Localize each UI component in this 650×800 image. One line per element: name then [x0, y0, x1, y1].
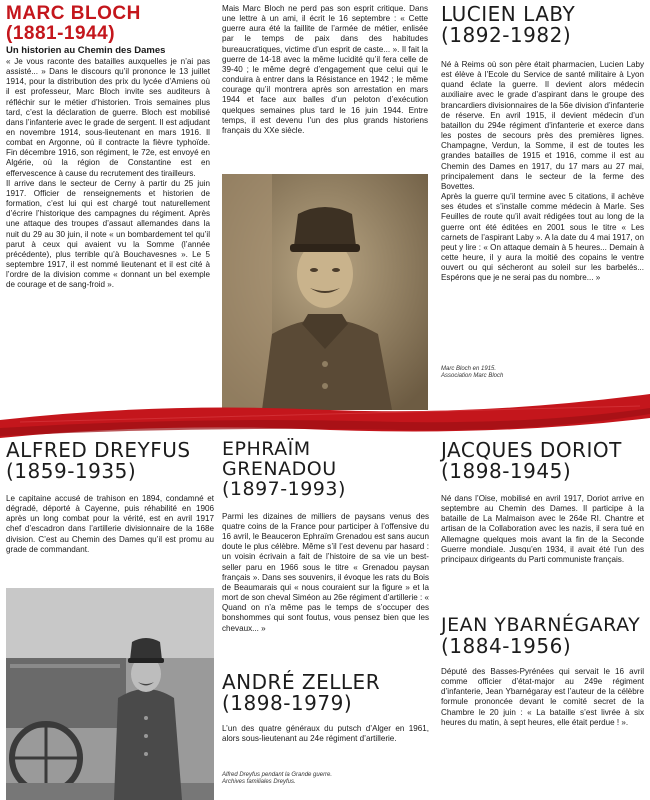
grenadou-text: Parmi les dizaines de milliers de paysans venus des quatre coins de la France pour participer à l’offensive du 16 avril, le Beauceron Ephraïm Grenadou est sans aucun doute le plus célèbre. Même s’il l’est devenu par hasard : un voisin écrivain a fait de l’histoire de sa vie un best-seller paru en 1966 sous le titre « Grenadou paysan français ». Dans ses souvenirs, il évoque les rats du Bois de Beaumarais qui « nous couraient sur la figure » et la mort de son cheval Siméon au 26e régiment d’artillerie : « Quand on n’a même pas le temps de s’occuper des bonshommes qui sont foutus, vous pensez bien que les chevaux... »	[222, 511, 429, 633]
dreyfus-name: ALFRED DREYFUS	[6, 438, 191, 462]
grenadou-dates: (1897-1993)	[222, 477, 346, 500]
laby-text: Né à Reims où son père était pharmacien, Lucien Laby est élève à l’Ecole du Service de santé militaire à Lyon quand éclate la guerre. Il devient alors médecin auxiliaire avec le grade d’aspirant dans le groupe des brancardiers divisionnaires de la 56e division d’infanterie de réserve. En avril 1915, il devient médecin d’un bataillon du 294e régiment d’infanterie et exerce dans les postes de secours près des premières lignes. Champagne, Verdun, la Somme, il est de toutes les grandes batailles de 1915 et 1916, comme il est au Chemin des Dames en 1917, du 17 mars au 27 mai, principalement dans le secteur de la ferme des Bovettes. Après la guerre qu’il termine avec 5 citations, il achève ses études et s’installe comme médecin à Marle. Ses Feuilles de route qu’il avait rédigées tout au long de la guerre ont été éditées en 2001 sous le titre « Les carnets de l’aspirant Laby ». A la date du 4 mai 1917, on peut y lire : « On attaque demain à 5 heures... Demain à cette heure, il y aura la moitié des copains le ventre ouvert ou qui sécheront au soleil sur les barbelés... Espérons que je ne serai pas du nombre... »	[441, 60, 644, 283]
ybarnegaray-dates: (1884-1956)	[441, 633, 572, 658]
doriot-section	[441, 440, 644, 565]
dreyfus-caption: Alfred Dreyfus pendant la Grande guerre. Archives familiales Dreyfus.	[222, 772, 333, 785]
laby-section	[441, 4, 644, 283]
zeller-section	[222, 672, 429, 744]
laby-name: LUCIEN LABY	[441, 2, 576, 26]
doriot-dates: (1898-1945)	[441, 459, 572, 483]
doriot-text: Né dans l’Oise, mobilisé en avril 1917, Doriot arrive en septembre au Chemin des Dames. Il participe à la bataille de La Malmaison avec le 264e RI. Chantre et artisan de la Collaboration avec les nazis, il sera tué en Allemagne quelques mois avant la fin de la Seconde Guerre mondiale. Jusqu’en 1934, il avait été l’un des principaux dirigeants du Parti communiste français.	[441, 494, 644, 564]
ybarnegaray-section	[441, 616, 644, 728]
ybarnegaray-text: Député des Basses-Pyrénées qui servait le 16 avril comme officier d’état-major au 249e régiment d’infanterie, Jean Ybarnégaray est l’auteur de la célèbre formule prononcée devant le comité secret de la Chambre le 20 juin : « La bataille s’est livrée à six heures du matin, à sept heures, elle était perdue ! ».	[441, 666, 644, 727]
bloch-section	[6, 4, 210, 290]
doriot-name: JACQUES DORIOT	[441, 438, 622, 462]
bloch-text-continued: Mais Marc Bloch ne perd pas son esprit critique. Dans une lettre à un ami, il écrit le 16 septembre : « Cette guerre aura été la faillite de l’armée de métier, enlisée par le temps de paix dans des habitudes bureaucratiques, victime d’un esprit de caste... ». Il fait la guerre de 14-18 avec la même lucidité qu’il fera celle de 39-40 ; le même degré d’engagement que celui qui le conduira à entrer dans la Résistance en 1942 ; le même courage qu’il montrera après son arrestation en mars 1944 et face aux balles d’un peloton d’exécution quelques semaines plus tard le 16 juin 1944. Entre temps, il est devenu l’un des plus grands historiens français du XXe siècle.	[222, 4, 428, 135]
ybarnegaray-name: JEAN YBARNÉGARAY	[441, 614, 641, 636]
zeller-name: ANDRÉ ZELLER	[222, 670, 381, 694]
bloch-subtitle: Un historien au Chemin des Dames	[6, 44, 166, 56]
grenadou-name: EPHRAÏM GRENADOU	[222, 438, 337, 480]
bloch-text: « Je vous raconte des batailles auxquelles je n’ai pas assisté... » Dans le discours qu’il prononce le 13 juillet 1914, pour la distribution des prix du lycée d’Amiens où il est professeur, Marc Bloch invite ses auditeurs à réfléchir sur le métier d’historien. Trois semaines plus tard, c’est la déclaration de guerre. Bloch est mobilisé dans l’infanterie avec le grade de sergent. Il est adjudant en novembre 1914, sous-lieutenant en mars 1916. Il combat en Argonne, où il contracte la fièvre typhoïde. Fin décembre 1916, son régiment, le 72e, est envoyé en Algérie, où la région de Constantine est en effervescence à cause du recrutement des tirailleurs. Il arrive dans le secteur de Cerny à partir du 25 juin 1917. Officier de renseignements et historien de formation, c’est lui qui est chargé tout naturellement d’écrire l’historique des campagnes du régiment. Après une attaque des troupes d’assaut allemandes dans la nuit du 29 au 30 juin, il note « un bombardement tel qu’il parut à ceux qui avaient vu la Somme (l’année précédente), plus terrible qu’à Bouchavesnes ». Le 5 septembre 1917, il est nommé lieutenant et il est cité à l’ordre de la division comme « donnant un bel exemple de courage et de sang-froid ».	[6, 56, 210, 290]
bloch-caption: Marc Bloch en 1915. Association Marc Bloch	[441, 366, 504, 379]
dreyfus-dates: (1859-1935)	[6, 459, 137, 483]
laby-dates: (1892-1982)	[441, 23, 572, 47]
zeller-text: L’un des quatre généraux du putsch d’Alger en 1961, alors sous-lieutenant au 24e régiment d’artillerie.	[222, 724, 429, 744]
dreyfus-photo	[6, 588, 214, 800]
bloch-text-continued-column	[222, 4, 428, 136]
dreyfus-section	[6, 440, 214, 555]
dreyfus-soldier-icon	[6, 588, 214, 800]
zeller-dates: (1898-1979)	[222, 691, 353, 715]
bloch-name: MARC BLOCH	[6, 3, 141, 24]
dreyfus-text: Le capitaine accusé de trahison en 1894, condamné et dégradé, déporté à Cayenne, puis réhabilité en 1906 après un long combat pour la vérité, est en avril 1917 chef d’escadron dans l’artillerie divisionnaire de la 168e division. C’est au Chemin des Dames qu’il est promu au grade de commandant.	[6, 494, 214, 554]
bloch-dates: (1881-1944)	[6, 22, 116, 44]
grenadou-section	[222, 440, 429, 634]
bloch-portrait-photo	[222, 174, 428, 410]
soldier-portrait-icon	[222, 174, 428, 410]
